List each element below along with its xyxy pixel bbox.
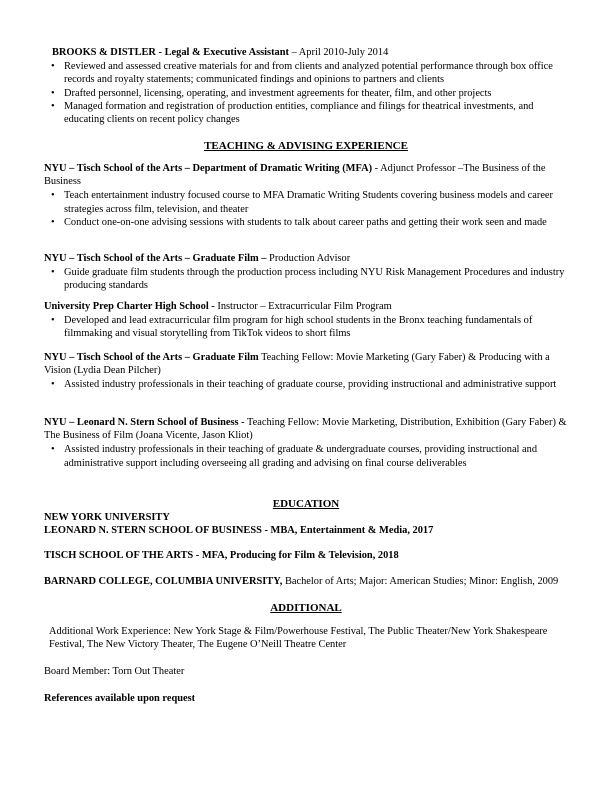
teach-entry-title: [44, 351, 568, 377]
edu-stern: LEONARD N. STERN SCHOOL OF BUSINESS - MBA, Entertainment & Media, 2017: [44, 525, 434, 536]
section-heading-additional: ADDITIONAL: [270, 602, 342, 614]
teach-entry-title: [44, 416, 568, 442]
teach-bullets: [44, 314, 568, 340]
teach-entry-graduate-film-fellow: [44, 351, 568, 392]
edu-barnard-detail: Bachelor of Arts; Major: American Studies; Minor: English, 2009: [282, 576, 559, 587]
bullet-item: • Managed formation and registration of production entities, compliance and filings for theatrical investments, and educating clients on recent policy changes: [44, 100, 568, 126]
bullet-item: • Drafted personnel, licensing, operating, and investment agreements for theater, film, and other projects: [44, 87, 568, 100]
edu-barnard-name: BARNARD COLLEGE, COLUMBIA UNIVERSITY,: [44, 576, 283, 587]
teach-role: Instructor – Extracurricular Film Program: [214, 301, 392, 312]
teach-entry-title: [44, 252, 568, 265]
teach-entry-stern: [44, 416, 568, 470]
section-heading-education: EDUCATION: [272, 498, 340, 510]
edu-nyu: NEW YORK UNIVERSITY: [44, 512, 170, 523]
edu-barnard: [44, 575, 568, 588]
teach-entry-title: [44, 162, 568, 188]
job-brooks-bullets: [44, 60, 568, 126]
board-member: Board Member: Torn Out Theater: [44, 666, 185, 677]
teach-bullets: [44, 378, 568, 391]
section-heading-teaching: TEACHING & ADVISING EXPERIENCE: [204, 140, 408, 152]
additional-work: Additional Work Experience: New York Stage & Film/Powerhouse Festival, The Public Theater/New York Shakespeare Festival, The New Victory Theater, The Eugene O’Neill Theatre Center: [49, 626, 548, 651]
teach-entry-university-prep: [44, 300, 568, 341]
teach-bullets: [44, 266, 568, 292]
teach-org: University Prep Charter High School -: [44, 301, 215, 312]
teach-org: NYU – Tisch School of the Arts – Department of Dramatic Writing (MFA): [44, 163, 373, 174]
teach-bullets: [44, 189, 568, 229]
job-brooks-dates: – April 2010-July 2014: [288, 47, 389, 58]
teach-role: - Adjunct Professor –The Business of the Business: [44, 163, 546, 188]
job-brooks-title: [44, 46, 568, 59]
bullet-item: • Developed and lead extracurricular film program for high school students in the Bronx teaching fundamentals of filmmaking and visual storytelling from TikTok videos to short films: [44, 314, 568, 340]
bullet-item: • Conduct one-on-one advising sessions with students to talk about career paths and getting their work seen and made: [44, 216, 568, 229]
references-note: References available upon request: [44, 693, 196, 704]
job-brooks-org: BROOKS & DISTLER - Legal & Executive Assistant: [52, 47, 289, 58]
teach-org: NYU – Leonard N. Stern School of Business -: [44, 417, 245, 428]
teach-org: NYU – Tisch School of the Arts – Graduate Film –: [44, 253, 267, 264]
teach-entry-title: [44, 300, 568, 313]
teach-role: Production Advisor: [266, 253, 351, 264]
edu-tisch: TISCH SCHOOL OF THE ARTS - MFA, Producing for Film & Television, 2018: [44, 550, 399, 561]
bullet-item: • Guide graduate film students through the production process including NYU Risk Management Procedures and industry producing standards: [44, 266, 568, 292]
job-brooks-distler: [44, 46, 568, 126]
teach-org: NYU – Tisch School of the Arts – Graduate Film: [44, 352, 259, 363]
bullet-item: • Assisted industry professionals in their teaching of graduate course, providing instructional and administrative support: [44, 378, 568, 391]
teach-entry-dramatic-writing: [44, 162, 568, 229]
bullet-item: • Assisted industry professionals in their teaching of graduate & undergraduate courses, providing instructional and administrative support including overseeing all grading and advising on final course deliverables: [44, 443, 568, 469]
teach-entry-graduate-film-advisor: [44, 252, 568, 293]
teach-role: Teaching Fellow: Movie Marketing, Distribution, Exhibition (Gary Faber) & The Business of Film (Joana Vicente, Jason Kliot): [44, 417, 567, 442]
teach-bullets: [44, 443, 568, 469]
bullet-item: • Reviewed and assessed creative materials for and from clients and analyzed potential performance through box office records and royalty statements; communicated findings and opinions to partners and clients: [44, 60, 568, 86]
teach-role: Teaching Fellow: Movie Marketing (Gary Faber) & Producing with a Vision (Lydia Dean Pilcher): [44, 352, 550, 377]
bullet-item: • Teach entertainment industry focused course to MFA Dramatic Writing Students covering business models and career strategies across film, television, and theater: [44, 189, 568, 215]
